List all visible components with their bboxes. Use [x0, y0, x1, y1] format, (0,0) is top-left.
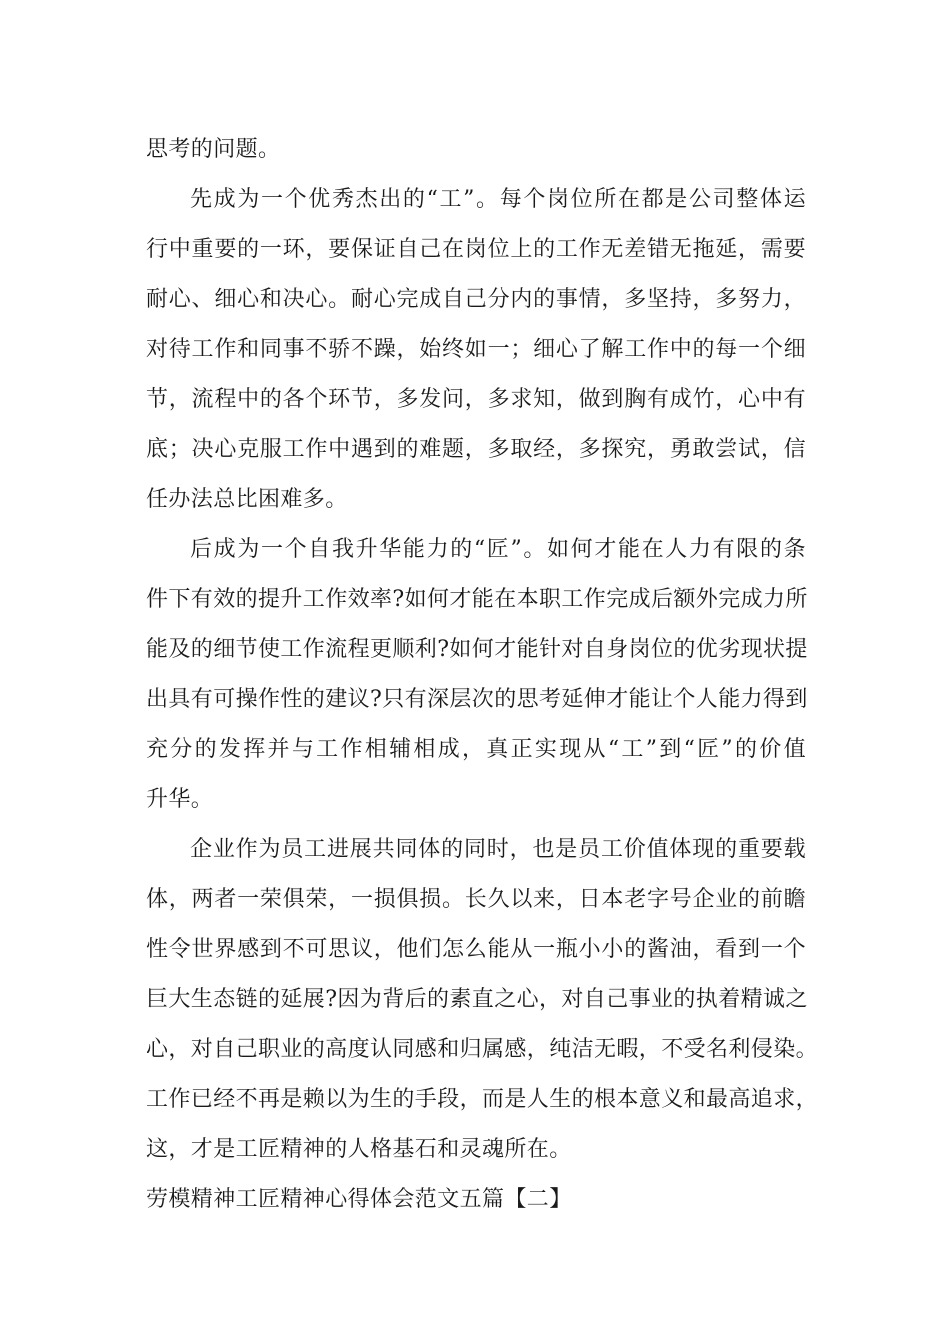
paragraph-first-line: 后成为一个自我升华能力的“匠”。如何才能在人力有限的条 — [190, 537, 806, 562]
text-line: 底；决心克服工作中遇到的难题，多取经，多探究，勇敢尝试，信 — [146, 437, 806, 462]
paragraph-first-line: 先成为一个优秀杰出的“工”。每个岗位所在都是公司整体运 — [190, 187, 806, 212]
section-heading: 劳模精神工匠精神心得体会范文五篇【二】 — [146, 1187, 572, 1212]
text-line: 这，才是工匠精神的人格基石和灵魂所在。 — [146, 1137, 572, 1162]
text-line: 对待工作和同事不骄不躁，始终如一；细心了解工作中的每一个细 — [146, 337, 806, 362]
text-line: 巨大生态链的延展?因为背后的素直之心，对自己事业的执着精诚之 — [146, 987, 808, 1012]
text-line: 任办法总比困难多。 — [146, 487, 348, 512]
text-line: 节，流程中的各个环节，多发问，多求知，做到胸有成竹，心中有 — [146, 387, 806, 412]
text-line: 件下有效的提升工作效率?如何才能在本职工作完成后额外完成力所 — [146, 587, 808, 612]
text-line: 心，对自己职业的高度认同感和归属感，纯洁无暇，不受名利侵染。 — [146, 1037, 819, 1062]
text-line: 升华。 — [146, 787, 214, 812]
text-line: 性令世界感到不可思议，他们怎么能从一瓶小小的酱油，看到一个 — [146, 937, 806, 962]
text-line: 思考的问题。 — [146, 137, 281, 162]
text-line: 能及的细节使工作流程更顺利?如何才能针对自身岗位的优劣现状提 — [146, 637, 808, 662]
text-line: 充分的发挥并与工作相辅相成，真正实现从“工”到“匠”的价值 — [146, 737, 806, 762]
text-line: 工作已经不再是赖以为生的手段，而是人生的根本意义和最高追求， — [146, 1087, 819, 1112]
text-line: 行中重要的一环，要保证自己在岗位上的工作无差错无拖延，需要 — [146, 237, 806, 262]
text-line: 耐心、细心和决心。耐心完成自己分内的事情，多坚持，多努力， — [146, 287, 806, 312]
text-line: 体，两者一荣俱荣，一损俱损。长久以来，日本老字号企业的前瞻 — [146, 887, 806, 912]
text-line: 出具有可操作性的建议?只有深层次的思考延伸才能让个人能力得到 — [146, 687, 808, 712]
paragraph-first-line: 企业作为员工进展共同体的同时，也是员工价值体现的重要载 — [190, 837, 806, 862]
